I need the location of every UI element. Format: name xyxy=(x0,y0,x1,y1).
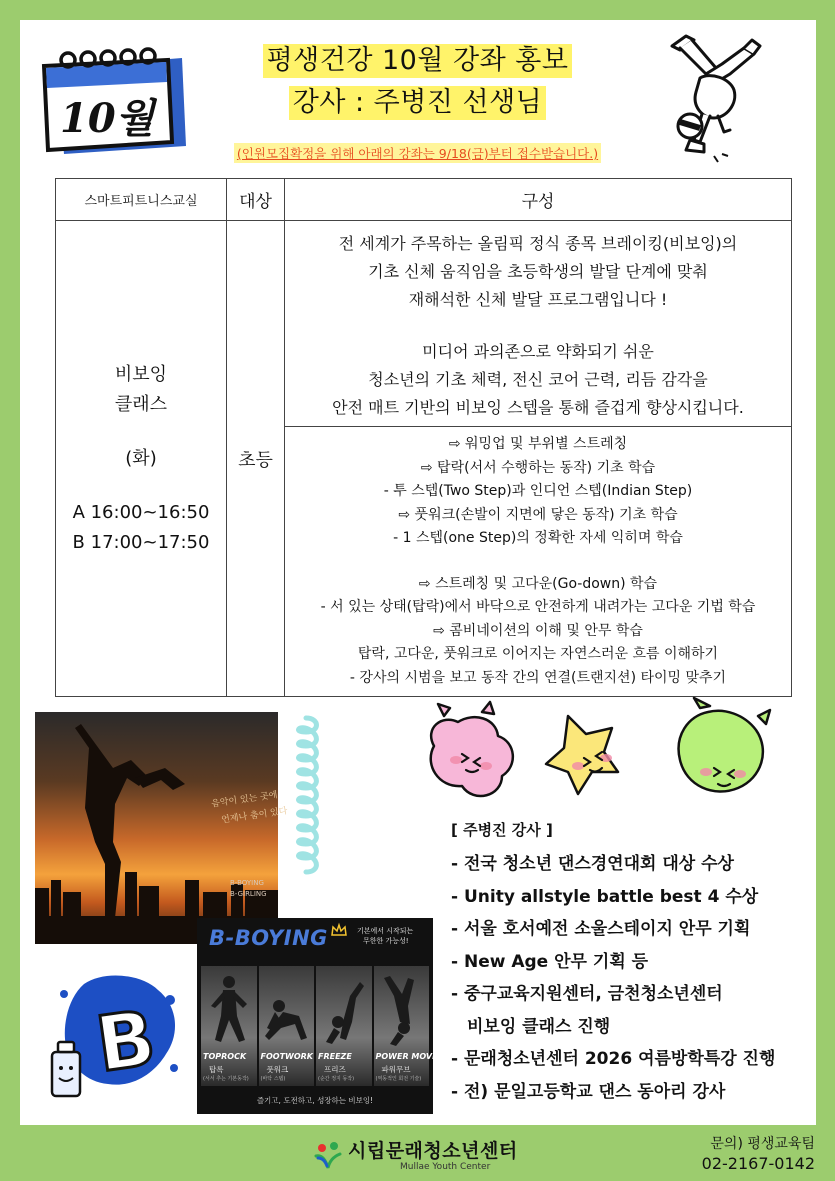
dancer-figure-icon xyxy=(201,966,257,1050)
silhouette-image xyxy=(35,712,278,944)
photo-tag-1: B-BOYING xyxy=(230,879,264,887)
panel-kor: 탑록 xyxy=(209,1065,224,1074)
poster-tagline-2: 무한한 가능성! xyxy=(363,937,409,945)
dancer-figure-icon xyxy=(259,966,315,1050)
curriculum-cell xyxy=(285,427,792,697)
class-name-1: 비보잉 xyxy=(114,363,168,385)
table-header-row xyxy=(56,179,792,221)
profile-heading: [ 주병진 강사 ] xyxy=(451,821,553,839)
curriculum-line: ⇨ 워밍업 및 부위별 스트레칭 xyxy=(448,436,628,452)
poster-tagline-1: 기본에서 시작되는 xyxy=(357,927,414,935)
dancer-figure-icon xyxy=(374,966,430,1050)
panel-name: TOPROCK xyxy=(203,1052,247,1061)
table-row xyxy=(56,221,792,427)
photo-caption-2: 언제나 춤이 있다 xyxy=(220,806,289,826)
class-info-cell xyxy=(56,221,227,697)
photo-tag-2: B-GIRLING xyxy=(230,890,267,898)
poster-panel xyxy=(316,966,372,1086)
panel-kor: 파워무브 xyxy=(381,1065,411,1074)
profile-item: - 문래청소년센터 2026 여름방학특강 진행 xyxy=(451,1049,776,1069)
center-name: 시립문래청소년센터 xyxy=(348,1140,518,1162)
description-line: 미디어 과의존으로 약화되기 쉬운 xyxy=(422,341,654,361)
target-cell: 초등 xyxy=(227,221,285,697)
panel-desc: (역동적인 회전 기술) xyxy=(375,1076,422,1082)
panel-kor: 풋워크 xyxy=(266,1065,289,1074)
graffiti-b-logo xyxy=(46,970,182,1100)
description-cell xyxy=(285,221,792,427)
course-table xyxy=(55,178,792,697)
calendar-month: 10월 xyxy=(60,95,155,142)
panel-desc: (서서 추는 기본동작) xyxy=(203,1076,249,1082)
header-content: 구성 xyxy=(285,179,792,221)
registration-notice: (인원모집확정을 위해 아래의 강좌는 9/18(금)부터 접수받습니다.) xyxy=(0,143,835,163)
bboying-poster xyxy=(197,918,438,1114)
contact-info xyxy=(702,1134,815,1174)
curriculum-line: ⇨ 스트레칭 및 고다운(Go-down) 학습 xyxy=(418,575,658,592)
curriculum-line: - 1 스텝(one Step)의 정확한 자세 익히며 학습 xyxy=(393,530,683,546)
description-line: 안전 매트 기반의 비보잉 스텝을 통해 즐겁게 향상시킵니다. xyxy=(332,397,744,417)
class-time-a: A 16:00~16:50 xyxy=(72,501,210,523)
sunset-dance-photo xyxy=(35,712,289,944)
panel-name: FOOTWORK xyxy=(260,1052,314,1061)
poster-panel xyxy=(259,966,315,1086)
description-line: 재해석한 신체 발달 프로그램입니다 ! xyxy=(408,289,668,309)
class-name-2: 클래스 xyxy=(114,393,168,415)
curriculum-line: - 투 스텝(Two Step)과 인디언 스텝(Indian Step) xyxy=(383,483,693,499)
poster-panel xyxy=(201,966,257,1086)
header-class: 스마트피트니스교실 xyxy=(56,179,227,221)
description-line: 기초 신체 움직임을 초등학생의 발달 단계에 맞춰 xyxy=(368,261,708,281)
breakdancer-illustration xyxy=(660,28,764,168)
curriculum-line: ⇨ 탑락(서서 수행하는 동작) 기초 학습 xyxy=(420,459,656,476)
panel-name: FREEZE xyxy=(318,1052,352,1061)
profile-item: 비보잉 클래스 진행 xyxy=(467,1016,611,1037)
contact-label: 문의) 평생교육팀 xyxy=(710,1136,815,1152)
panel-desc: (순간 정지 동작) xyxy=(318,1076,355,1082)
title-line-2: 강사 : 주병진 선생님 xyxy=(289,86,547,120)
profile-item: - Unity allstyle battle best 4 수상 xyxy=(451,886,759,907)
class-time-b: B 17:00~17:50 xyxy=(72,531,210,553)
crown-icon xyxy=(331,924,347,936)
curriculum-line: 탑락, 고다운, 풋워크로 이어지는 자연스러운 흐름 이해하기 xyxy=(357,646,719,662)
photo-caption-1: 음악이 있는 곳에 xyxy=(210,790,279,810)
profile-item: - 중구교육지원센터, 금천청소년센터 xyxy=(451,984,723,1004)
poster-footer: 즐기고, 도전하고, 성장하는 비보잉! xyxy=(256,1096,374,1105)
contact-phone: 02-2167-0142 xyxy=(701,1154,815,1173)
dancing-characters-illustration xyxy=(418,702,798,812)
profile-item: - New Age 안무 기획 등 xyxy=(451,951,649,972)
center-logo xyxy=(308,1136,548,1176)
header-target: 대상 xyxy=(227,179,285,221)
curriculum-line: - 서 있는 상태(탑락)에서 바닥으로 안전하게 내려가는 고다운 기법 학습 xyxy=(320,599,756,615)
poster-panels xyxy=(201,966,438,1086)
curriculum-line: ⇨ 풋워크(손발이 지면에 닿은 동작) 기초 학습 xyxy=(398,506,678,523)
graffiti-b-letter: B xyxy=(90,992,161,1090)
instructor-profile xyxy=(451,818,801,1108)
title-line-1: 평생건강 10월 강좌 홍보 xyxy=(263,44,573,78)
center-name-en: Mullae Youth Center xyxy=(400,1162,491,1172)
description-line: 청소년의 기초 체력, 전신 코어 근력, 리듬 감각을 xyxy=(368,369,708,389)
profile-item: - 서울 호서예전 소울스테이지 안무 기획 xyxy=(451,919,751,939)
poster-panel xyxy=(374,966,438,1086)
panel-name: POWER MOVE xyxy=(375,1052,438,1061)
profile-item: - 전) 문일고등학교 댄스 동아리 강사 xyxy=(451,1081,726,1102)
panel-kor: 프리즈 xyxy=(324,1065,346,1074)
description-line: 전 세계가 주목하는 올림픽 정식 종목 브레이킹(비보잉)의 xyxy=(338,233,738,253)
profile-item: - 전국 청소년 댄스경연대회 대상 수상 xyxy=(451,854,734,874)
curriculum-line: ⇨ 콤비네이션의 이해 및 안무 학습 xyxy=(433,622,643,639)
poster-title: B-BOYING xyxy=(209,926,328,950)
panel-desc: (바닥 스텝) xyxy=(260,1076,286,1082)
curriculum-line: - 강사의 시범을 보고 동작 간의 연결(트랜지션) 타이밍 맞추기 xyxy=(349,669,727,686)
squiggle-decoration-icon xyxy=(286,712,326,920)
dancer-figure-icon xyxy=(316,966,372,1050)
center-emblem-icon xyxy=(312,1138,344,1170)
class-day: (화) xyxy=(125,447,157,469)
